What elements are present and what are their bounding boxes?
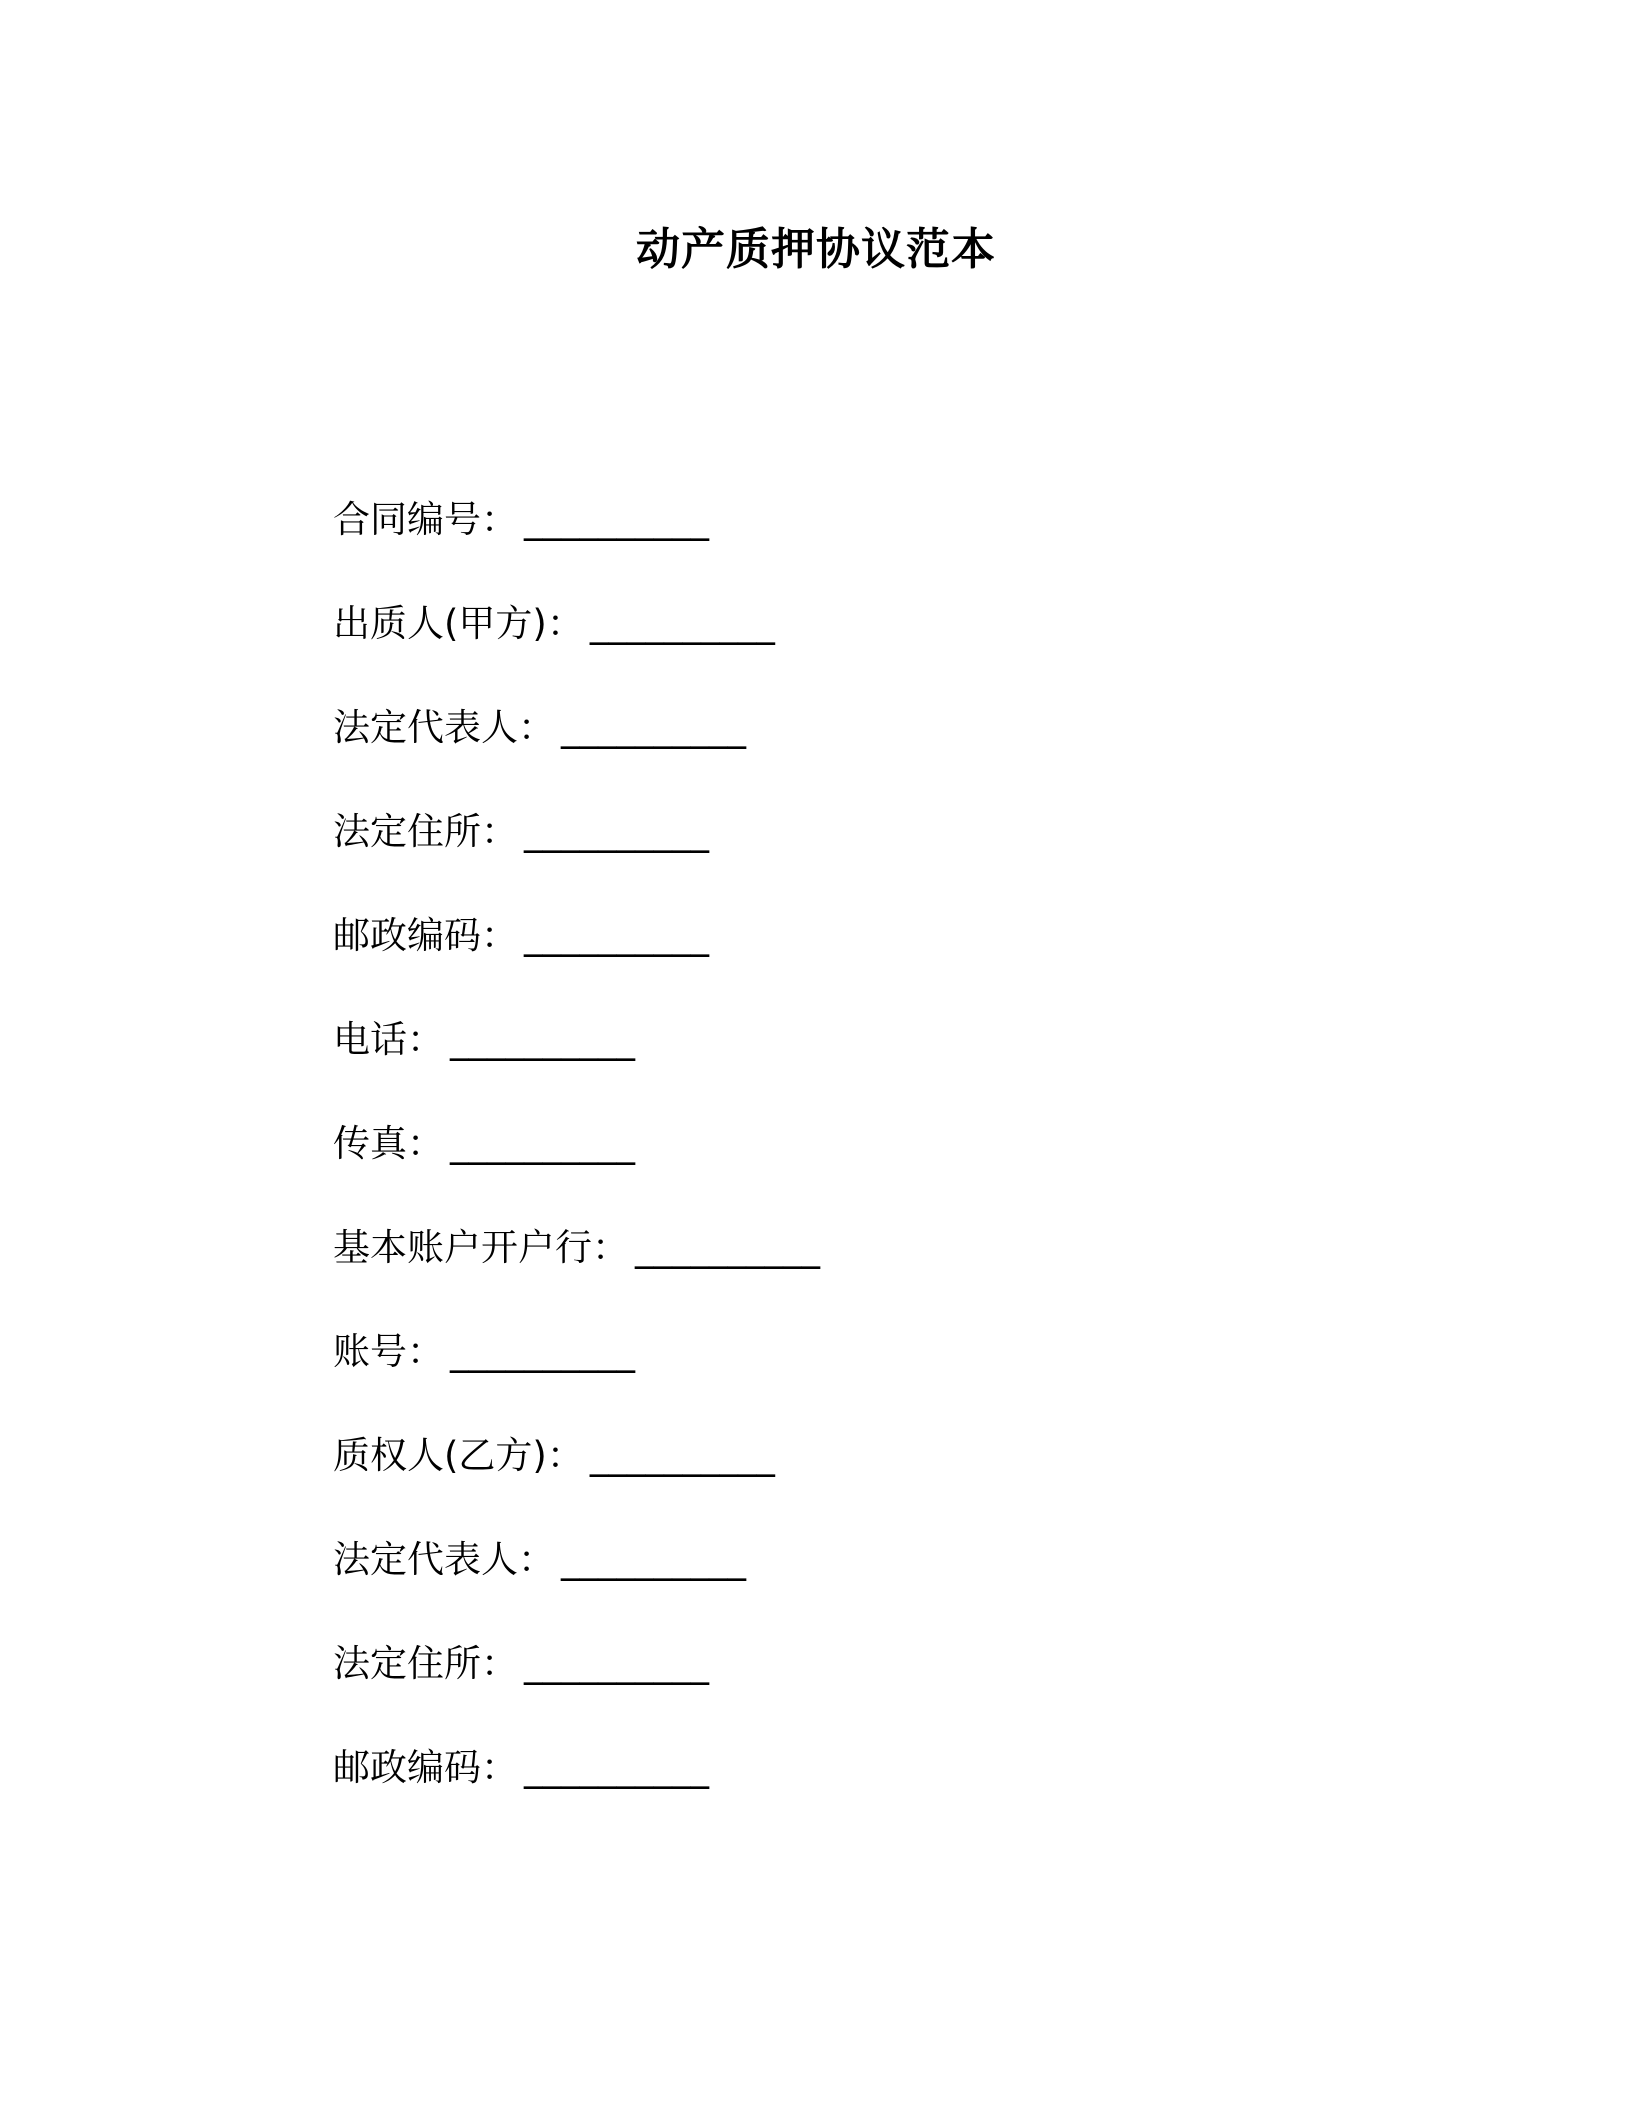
fill-in-blank: __________ xyxy=(589,1434,775,1477)
field-pledgee-postcode xyxy=(333,1738,1433,1842)
field-pledgee-address xyxy=(333,1634,1433,1738)
field-pledgor-account xyxy=(333,1322,1433,1426)
fill-in-blank: __________ xyxy=(524,810,709,853)
fill-in-blank: __________ xyxy=(561,1538,746,1581)
field-pledgor xyxy=(333,594,1433,698)
fill-in-blank: __________ xyxy=(524,1746,709,1789)
field-pledgor-legal-rep xyxy=(333,698,1433,802)
field-label: 法定住所： xyxy=(333,1642,518,1685)
fill-in-blank: __________ xyxy=(561,706,746,749)
fill-in-blank: __________ xyxy=(635,1226,820,1269)
field-label: 传真： xyxy=(333,1122,444,1165)
field-pledgor-postcode xyxy=(333,906,1433,1010)
fill-in-blank: __________ xyxy=(450,1330,635,1373)
field-label: 邮政编码： xyxy=(333,914,518,957)
fill-in-blank: __________ xyxy=(524,1642,709,1685)
document-title: 动产质押协议范本 xyxy=(636,224,996,275)
field-label: 邮政编码： xyxy=(333,1746,518,1789)
field-label: 法定代表人： xyxy=(333,1538,555,1581)
field-pledgee xyxy=(333,1426,1433,1530)
fill-in-blank: __________ xyxy=(450,1018,635,1061)
party-info-fields xyxy=(333,490,1433,1842)
field-label: 法定住所： xyxy=(333,810,518,853)
field-label: 电话： xyxy=(333,1018,444,1061)
fill-in-blank: __________ xyxy=(450,1122,635,1165)
fill-in-blank: __________ xyxy=(589,602,775,645)
field-label: 基本账户开户行： xyxy=(333,1226,629,1269)
fill-in-blank: __________ xyxy=(524,914,709,957)
field-pledgee-legal-rep xyxy=(333,1530,1433,1634)
field-label: 法定代表人： xyxy=(333,706,555,749)
field-contract-number xyxy=(333,490,1433,594)
field-pledgor-address xyxy=(333,802,1433,906)
field-label: 合同编号： xyxy=(333,498,518,541)
field-pledgor-phone xyxy=(333,1010,1433,1114)
field-pledgor-fax xyxy=(333,1114,1433,1218)
field-label: 账号： xyxy=(333,1330,444,1373)
field-pledgor-bank xyxy=(333,1218,1433,1322)
fill-in-blank: __________ xyxy=(524,498,709,541)
field-label: 出质人(甲方)： xyxy=(333,602,584,645)
field-label: 质权人(乙方)： xyxy=(333,1434,584,1477)
